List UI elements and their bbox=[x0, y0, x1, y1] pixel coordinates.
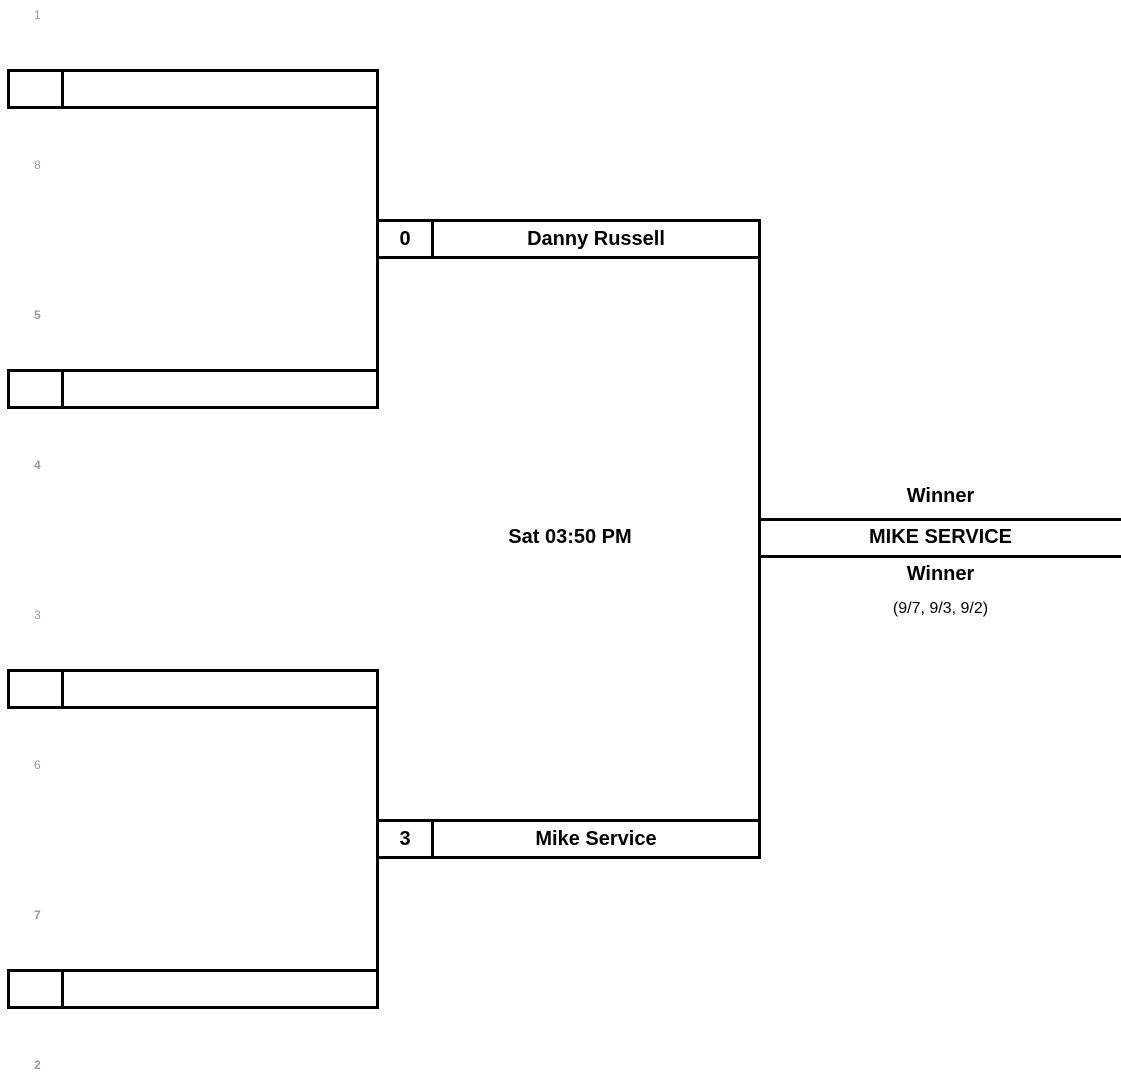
match-time: Sat 03:50 PM bbox=[508, 526, 632, 548]
slot-score bbox=[10, 972, 64, 1006]
round1-slot bbox=[7, 369, 379, 409]
slot-player-name bbox=[64, 72, 376, 106]
slot-score bbox=[10, 672, 64, 706]
slot-score: 0 bbox=[379, 222, 434, 256]
seed-label: 5 bbox=[34, 308, 41, 322]
slot-player-name bbox=[64, 972, 376, 1006]
seed-label: 2 bbox=[34, 1058, 41, 1072]
seed-label: 1 bbox=[34, 8, 41, 22]
winner-line-top bbox=[761, 518, 1121, 521]
seed-label: 4 bbox=[34, 458, 41, 472]
slot-score bbox=[10, 72, 64, 106]
winner-label-top: Winner bbox=[906, 485, 975, 507]
round1-slot bbox=[7, 69, 379, 109]
slot-player-name bbox=[64, 672, 376, 706]
champion-name: MIKE SERVICE bbox=[869, 526, 1012, 548]
slot-score bbox=[10, 372, 64, 406]
round1-slot bbox=[7, 669, 379, 709]
slot-score: 3 bbox=[379, 822, 434, 856]
seed-label: 6 bbox=[34, 758, 41, 772]
seed-label: 3 bbox=[34, 608, 41, 622]
round2-slot-bottom bbox=[376, 819, 761, 859]
seed-label: 8 bbox=[34, 158, 41, 172]
round2-slot-top bbox=[376, 219, 761, 259]
seed-label: 7 bbox=[34, 908, 41, 922]
final-match-scores: (9/7, 9/3, 9/2) bbox=[892, 600, 989, 617]
winner-label-bottom: Winner bbox=[906, 563, 975, 585]
slot-player-name bbox=[64, 372, 376, 406]
round1-slot bbox=[7, 969, 379, 1009]
winner-line-bottom bbox=[761, 555, 1121, 558]
slot-player-name: Mike Service bbox=[535, 827, 657, 850]
slot-player-name: Danny Russell bbox=[527, 227, 665, 250]
